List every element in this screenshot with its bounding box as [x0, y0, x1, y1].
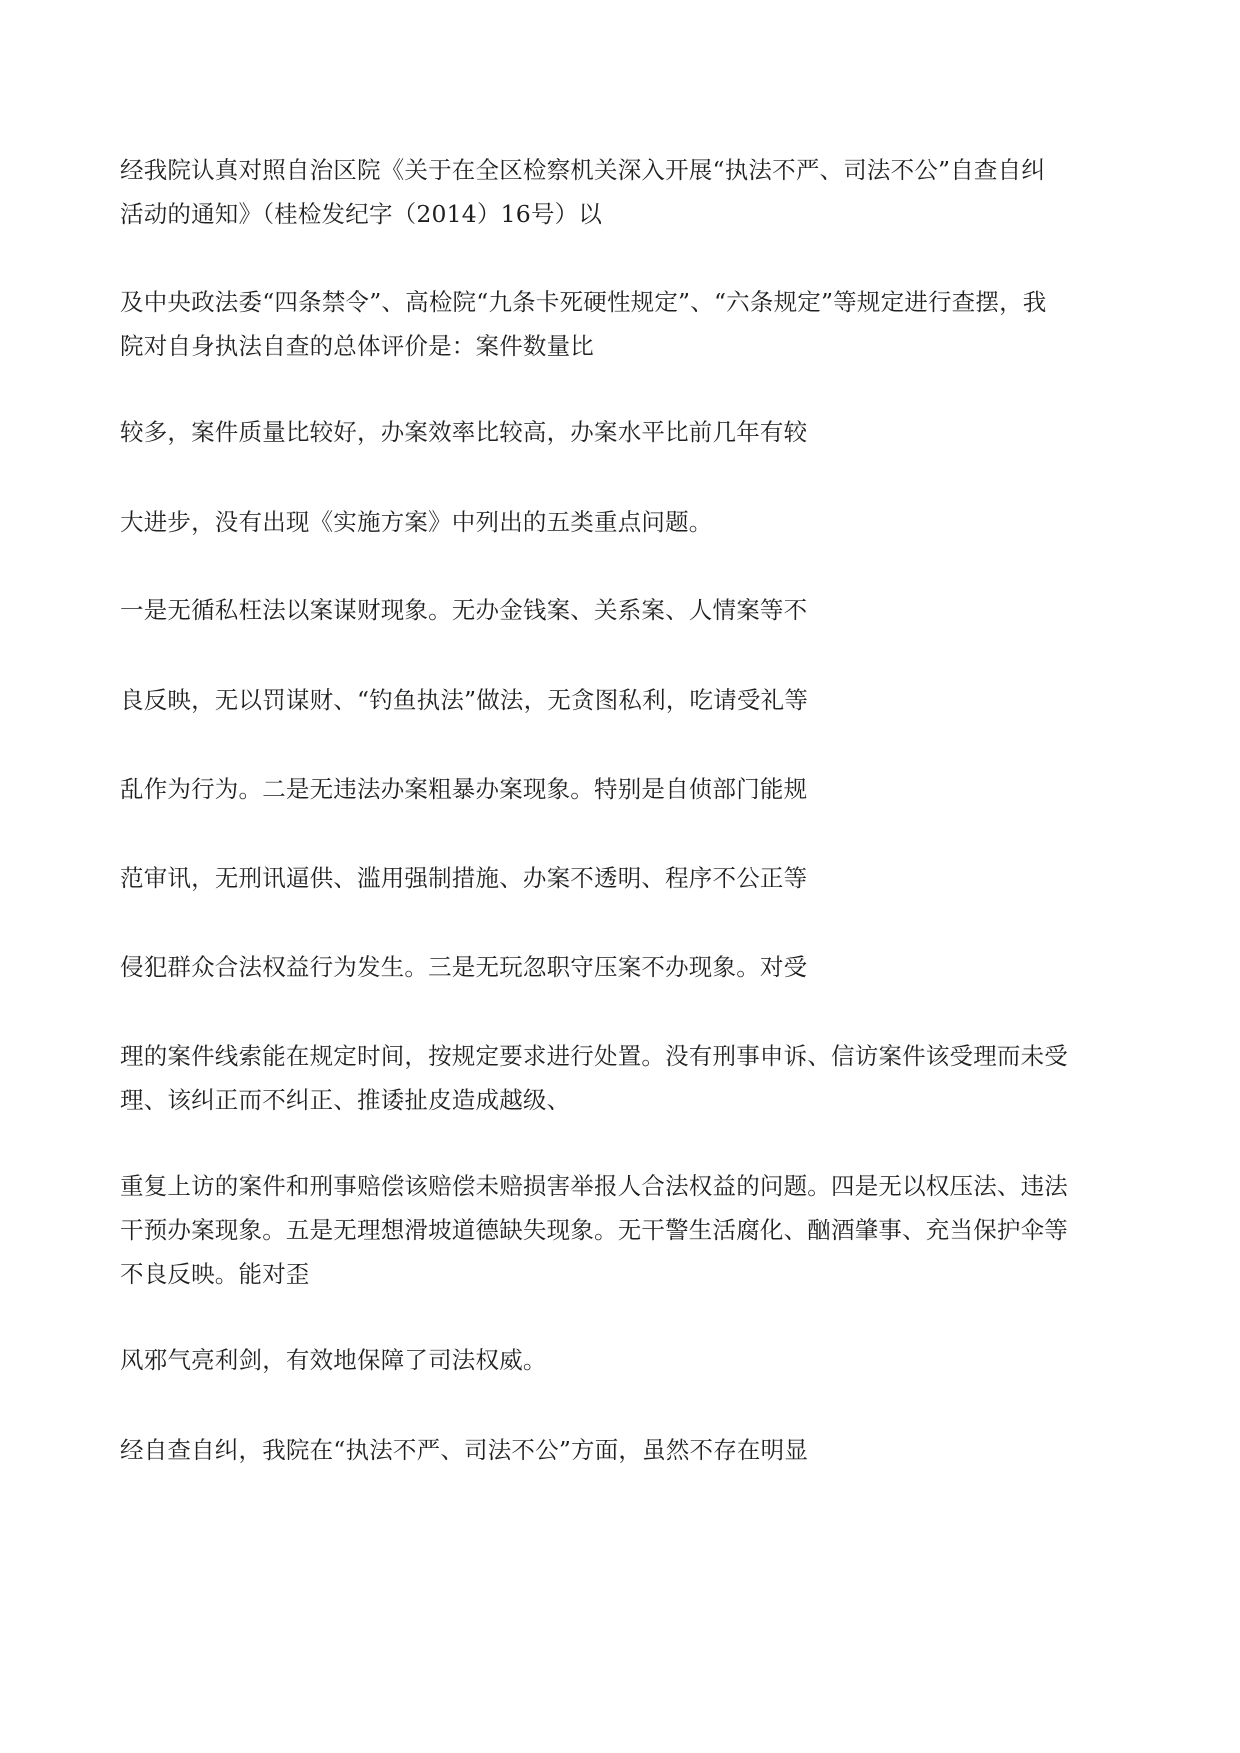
paragraph-4: [120, 500, 1130, 544]
paragraph-line: 乱作为行为。二是无违法办案粗暴办案现象。特别是自侦部门能规: [120, 775, 808, 803]
paragraph-7: [120, 767, 1130, 811]
paragraph-line: 及中央政法委“四条禁令”、高检院“九条卡死硬性规定”、“六条规定”等规定进行查摆，我: [120, 288, 1047, 316]
paragraph-line: 活动的通知》（桂检发纪字（2014）16号）以: [120, 200, 603, 228]
paragraph-line: 重复上访的案件和刑事赔偿该赔偿未赔损害举报人合法权益的问题。四是无以权压法、违法: [120, 1172, 1068, 1200]
paragraph-line: 风邪气亮利剑，有效地保障了司法权威。: [120, 1346, 547, 1374]
paragraph-11: [120, 1164, 1130, 1296]
paragraph-line: 院对自身执法自查的总体评价是：案件数量比: [120, 332, 594, 360]
paragraph-line: 干预办案现象。五是无理想滑坡道德缺失现象。无干警生活腐化、酗酒肇事、充当保护伞等: [120, 1216, 1068, 1244]
paragraph-line: 理的案件线索能在规定时间，按规定要求进行处置。没有刑事申诉、信访案件该受理而未受: [120, 1042, 1068, 1070]
paragraph-6: [120, 678, 1130, 722]
paragraph-line: 一是无循私枉法以案谋财现象。无办金钱案、关系案、人情案等不: [120, 596, 808, 624]
paragraph-line: 不良反映。能对歪: [120, 1260, 310, 1288]
paragraph-3: [120, 410, 1130, 454]
paragraph-line: 良反映，无以罚谋财、“钓鱼执法”做法，无贪图私利，吃请受礼等: [120, 686, 809, 714]
paragraph-13: [120, 1428, 1130, 1472]
paragraph-10: [120, 1034, 1130, 1122]
paragraph-line: 范审讯，无刑讯逼供、滥用强制措施、办案不透明、程序不公正等: [120, 864, 808, 892]
paragraph-line: 较多，案件质量比较好，办案效率比较高，办案水平比前几年有较: [120, 418, 808, 446]
paragraph-line: 经我院认真对照自治区院《关于在全区检察机关深入开展“执法不严、司法不公”自查自纠: [120, 156, 1046, 184]
paragraph-line: 大进步，没有出现《实施方案》中列出的五类重点问题。: [120, 508, 713, 536]
paragraph-5: [120, 588, 1130, 632]
paragraph-12: [120, 1338, 1130, 1382]
paragraph-line: 经自查自纠，我院在“执法不严、司法不公”方面，虽然不存在明显: [120, 1436, 809, 1464]
paragraph-9: [120, 945, 1130, 989]
paragraph-8: [120, 856, 1130, 900]
paragraph-1: [120, 148, 1130, 236]
paragraph-line: 侵犯群众合法权益行为发生。三是无玩忽职守压案不办现象。对受: [120, 953, 808, 981]
paragraph-2: [120, 280, 1130, 368]
paragraph-line: 理、该纠正而不纠正、推诿扯皮造成越级、: [120, 1086, 571, 1114]
